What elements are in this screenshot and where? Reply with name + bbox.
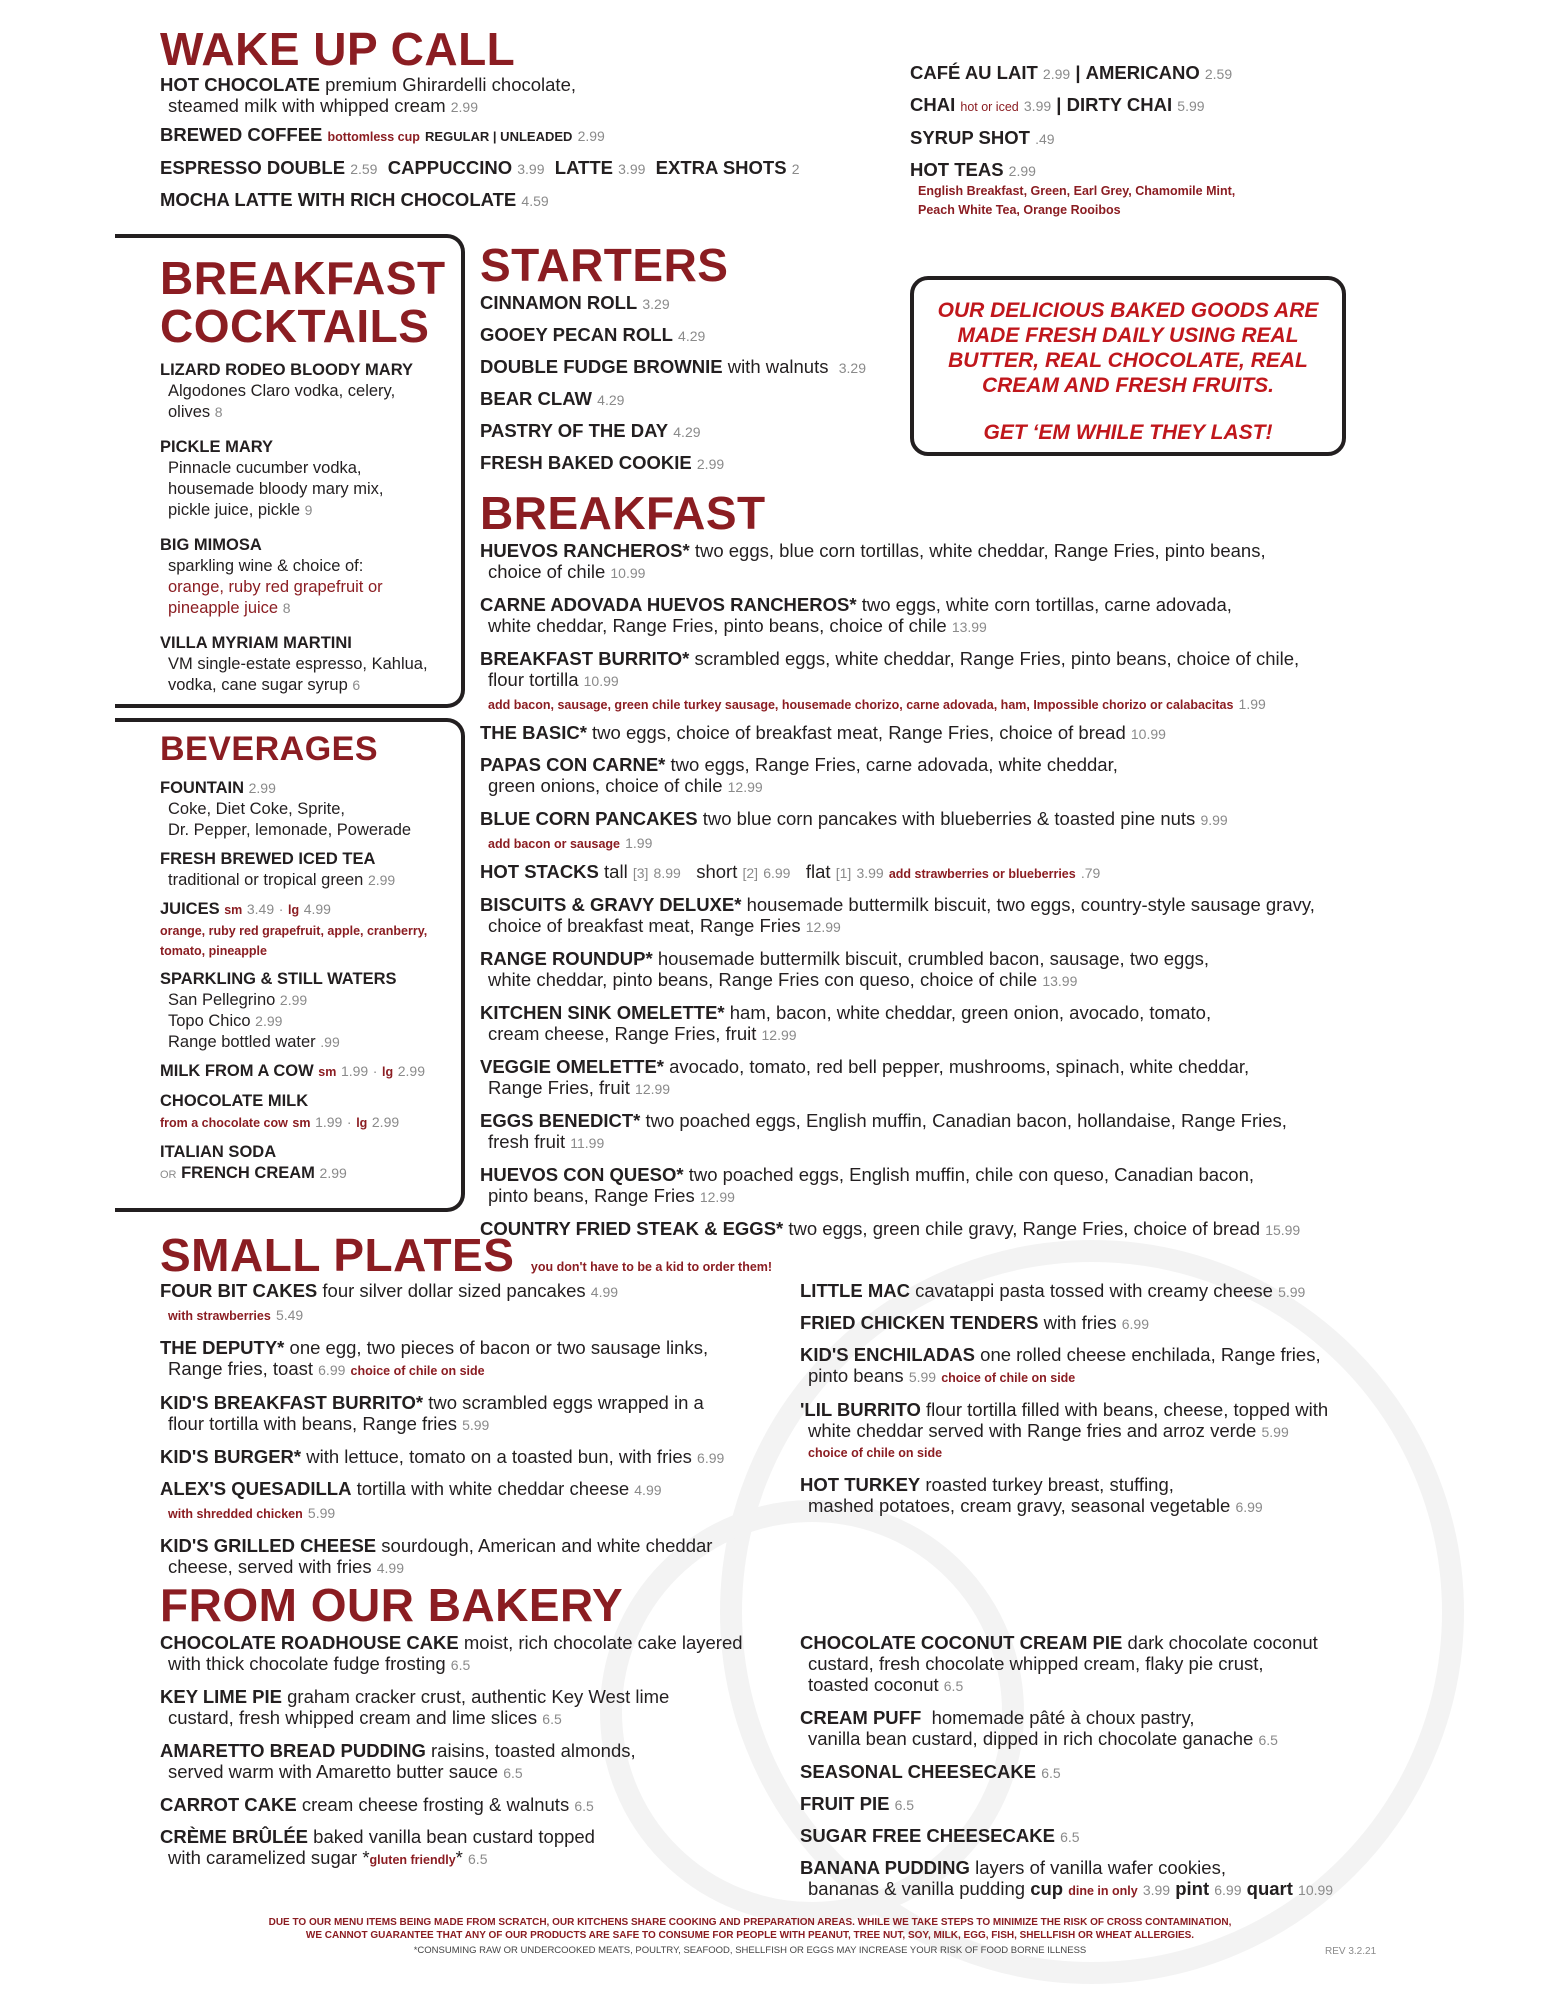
small-plate-item: ALEX'S QUESADILLA tortilla with white cheddar cheese 4.99 with shredded chicken 5.99 xyxy=(160,1478,662,1521)
bakery-item: SEASONAL CHEESECAKE 6.5 xyxy=(800,1761,1061,1782)
chai-row: CHAI hot or iced 3.99 | DIRTY CHAI 5.99 xyxy=(910,94,1205,115)
starters-list xyxy=(480,292,900,484)
bakery-item: CHOCOLATE ROADHOUSE CAKE moist, rich chocolate cake layered with thick chocolate fudge frosting 6.5 xyxy=(160,1632,743,1674)
starter-item: FRESH BAKED COOKIE 2.99 xyxy=(480,452,725,473)
small-plates-heading: SMALL PLATES xyxy=(160,1229,515,1281)
waters-item: SPARKLING & STILL WATERS San Pellegrino 2.99 Topo Chico 2.99 Range bottled water .99 xyxy=(160,970,397,1051)
baked-goods-note: OUR DELICIOUS BAKED GOODS ARE MADE FRESH DAILY USING REAL BUTTER, REAL CHOCOLATE, REAL CREAM AND FRESH FRUITS. GET ‘EM WHILE THEY LAST! xyxy=(910,276,1346,456)
breakfast-item: BLUE CORN PANCAKES two blue corn pancakes with blueberries & toasted pine nuts 9.99 add bacon or sausage 1.99 xyxy=(480,808,1228,851)
bakery-left xyxy=(160,1632,780,1880)
wake-up-call-left xyxy=(160,74,880,221)
cocktail-item: VILLA MYRIAM MARTINI VM single-estate espresso, Kahlua, vodka, cane sugar syrup 6 xyxy=(160,634,428,694)
small-plates-right xyxy=(800,1280,1400,1527)
breakfast-item: BREAKFAST BURRITO* scrambled eggs, white cheddar, Range Fries, pinto beans, choice of chile, flour tortilla 10.99 add bacon, sausage, green chile turkey sausage, housemade chorizo, carne adovada, ham, Impossible chorizo or calabacitas 1.99 xyxy=(480,648,1300,712)
breakfast-item: COUNTRY FRIED STEAK & EGGS* two eggs, green chile gravy, Range Fries, choice of bread 15.99 xyxy=(480,1218,1301,1239)
iced-tea-item: FRESH BREWED ICED TEA traditional or tropical green 2.99 xyxy=(160,850,396,889)
bakery-right xyxy=(800,1632,1400,1911)
small-plate-item: LITTLE MAC cavatappi pasta tossed with creamy cheese 5.99 xyxy=(800,1280,1306,1301)
bakery-item: AMARETTO BREAD PUDDING raisins, toasted almonds, served warm with Amaretto butter sauce 6.5 xyxy=(160,1740,636,1782)
cafe-au-lait-row: CAFÉ AU LAIT 2.99 | AMERICANO 2.59 xyxy=(910,62,1233,83)
cocktail-item: PICKLE MARY Pinnacle cucumber vodka, housemade bloody mary mix, pickle juice, pickle 9 xyxy=(160,438,384,519)
breakfast-item: KITCHEN SINK OMELETTE* ham, bacon, white cheddar, green onion, avocado, tomato, cream cheese, Range Fries, fruit 12.99 xyxy=(480,1002,1212,1044)
starter-item: BEAR CLAW 4.29 xyxy=(480,388,625,409)
bakery-item: CREAM PUFF homemade pâté à choux pastry, vanilla bean custard, dipped in rich chocolate ganache 6.5 xyxy=(800,1707,1278,1749)
small-plate-item: 'LIL BURRITO flour tortilla filled with beans, cheese, topped with white cheddar served with Range fries and arroz verde 5.99 choice of chile on side xyxy=(800,1399,1329,1460)
wake-up-call-heading: WAKE UP CALL xyxy=(160,23,516,75)
small-plate-item: KID'S ENCHILADAS one rolled cheese enchilada, Range fries, pinto beans 5.99 choice of chile on side xyxy=(800,1344,1321,1386)
banana-pudding-item: BANANA PUDDING layers of vanilla wafer cookies, bananas & vanilla pudding cup dine in only 3.99 pint 6.99 quart 10.99 xyxy=(800,1857,1334,1899)
small-plate-item: THE DEPUTY* one egg, two pieces of bacon or two sausage links, Range fries, toast 6.99 choice of chile on side xyxy=(160,1337,709,1379)
breakfast-item: PAPAS CON CARNE* two eggs, Range Fries, carne adovada, white cheddar, green onions, choice of chile 12.99 xyxy=(480,754,1118,796)
breakfast-item: RANGE ROUNDUP* housemade buttermilk biscuit, crumbled bacon, sausage, two eggs, white cheddar, pinto beans, Range Fries con queso, choice of chile 13.99 xyxy=(480,948,1210,990)
small-plates-header xyxy=(160,1229,773,1281)
small-plate-item: FOUR BIT CAKES four silver dollar sized pancakes 4.99 with strawberries 5.49 xyxy=(160,1280,619,1323)
small-plate-item: KID'S BREAKFAST BURRITO* two scrambled eggs wrapped in a flour tortilla with beans, Range fries 5.99 xyxy=(160,1392,704,1434)
bakery-item: CARROT CAKE cream cheese frosting & walnuts 6.5 xyxy=(160,1794,594,1815)
small-plate-item: HOT TURKEY roasted turkey breast, stuffing, mashed potatoes, cream gravy, seasonal vegetable 6.99 xyxy=(800,1474,1263,1516)
hot-teas-item: HOT TEAS 2.99 English Breakfast, Green, Earl Grey, Chamomile Mint, Peach White Tea, Orange Rooibos xyxy=(910,159,1236,217)
breakfast-item: BISCUITS & GRAVY DELUXE* housemade buttermilk biscuit, two eggs, country-style sausage gravy, choice of breakfast meat, Range Fries 12.99 xyxy=(480,894,1315,936)
hot-chocolate-item: HOT CHOCOLATE premium Ghirardelli chocolate, steamed milk with whipped cream 2.99 xyxy=(160,74,577,116)
bakery-item: SUGAR FREE CHEESECAKE 6.5 xyxy=(800,1825,1080,1846)
wake-up-call-right xyxy=(910,62,1370,229)
hot-stacks-item: HOT STACKS tall [3] 8.99 short [2] 6.99 flat [1] 3.99 add strawberries or blueberries .79 xyxy=(480,861,1101,882)
breakfast-item: EGGS BENEDICT* two poached eggs, English muffin, Canadian bacon, hollandaise, Range Fries, fresh fruit 11.99 xyxy=(480,1110,1287,1152)
allergy-disclaimer: DUE TO OUR MENU ITEMS BEING MADE FROM SCRATCH, OUR KITCHENS SHARE COOKING AND PREPARATION AREAS. WHILE WE TAKE STEPS TO MINIMIZE THE RISK OF CROSS CONTAMINATION, WE CANNOT GUARANTEE THAT ANY OF OUR PRODUCTS ARE SAFE TO CONSUME FOR PEOPLE WITH PEANUT, TREE NUT, SOY, MILK, EGG, FISH, SHELLFISH OR WHEAT ALLERGIES. *CONSUMING RAW OR UNDERCOOKED MEATS, POULTRY, SEAFOOD, SHELLFISH OR EGGS MAY INCREASE YOUR RISK OF FOOD BORNE ILLNESS xyxy=(268,1917,1232,1956)
cocktails-heading: BREAKFAST COCKTAILS xyxy=(160,252,446,352)
revision-label: REV 3.2.21 xyxy=(1325,1946,1377,1957)
espresso-row: ESPRESSO DOUBLE 2.59 CAPPUCCINO 3.99 LATTE 3.99 EXTRA SHOTS 2 xyxy=(160,157,800,178)
starters-heading: STARTERS xyxy=(480,239,729,291)
beverages-heading: BEVERAGES xyxy=(160,730,378,768)
starter-item: GOOEY PECAN ROLL 4.29 xyxy=(480,324,706,345)
fountain-item: FOUNTAIN 2.99 Coke, Diet Coke, Sprite, Dr. Pepper, lemonade, Powerade xyxy=(160,779,412,839)
cocktail-item: BIG MIMOSA sparkling wine & choice of: orange, ruby red grapefruit or pineapple juice 8 xyxy=(160,536,383,617)
bakery-item: KEY LIME PIE graham cracker crust, authentic Key West lime custard, fresh whipped cream and lime slices 6.5 xyxy=(160,1686,670,1728)
juices-item: JUICES sm 3.49 · lg 4.99 orange, ruby red grapefruit, apple, cranberry, tomato, pineapple xyxy=(160,900,428,958)
italian-soda-item: ITALIAN SODA OR FRENCH CREAM 2.99 xyxy=(160,1143,347,1182)
breakfast-item: HUEVOS RANCHEROS* two eggs, blue corn tortillas, white cheddar, Range Fries, pinto beans, choice of chile 10.99 xyxy=(480,540,1266,582)
breakfast-list xyxy=(480,540,1380,1250)
milk-item: MILK FROM A COW sm 1.99 · lg 2.99 xyxy=(160,1062,425,1080)
syrup-shot-item: SYRUP SHOT .49 xyxy=(910,127,1055,148)
mocha-item: MOCHA LATTE WITH RICH CHOCOLATE 4.59 xyxy=(160,189,549,210)
breakfast-heading: BREAKFAST xyxy=(480,487,766,539)
starter-item: CINNAMON ROLL 3.29 xyxy=(480,292,670,313)
starter-item: PASTRY OF THE DAY 4.29 xyxy=(480,420,701,441)
beverages-list xyxy=(160,778,460,1195)
bakery-item: CHOCOLATE COCONUT CREAM PIE dark chocolate coconut custard, fresh chocolate whipped cream, flaky pie crust, toasted coconut 6.5 xyxy=(800,1632,1318,1695)
breakfast-item: THE BASIC* two eggs, choice of breakfast meat, Range Fries, choice of bread 10.99 xyxy=(480,722,1166,743)
bakery-item: FRUIT PIE 6.5 xyxy=(800,1793,915,1814)
cocktails-list xyxy=(160,360,460,705)
breakfast-item: CARNE ADOVADA HUEVOS RANCHEROS* two eggs, white corn tortillas, carne adovada, white cheddar, Range Fries, pinto beans, choice of chile 13.99 xyxy=(480,594,1232,636)
small-plates-tag: you don't have to be a kid to order them! xyxy=(530,1260,773,1274)
small-plate-item: KID'S BURGER* with lettuce, tomato on a toasted bun, with fries 6.99 xyxy=(160,1446,725,1467)
breakfast-item: VEGGIE OMELETTE* avocado, tomato, red bell pepper, mushrooms, spinach, white cheddar, Range Fries, fruit 12.99 xyxy=(480,1056,1250,1098)
creme-brulee-item: CRÈME BRÛLÉE baked vanilla bean custard topped with caramelized sugar *gluten friendly* 6.5 xyxy=(160,1826,595,1868)
cocktail-item: LIZARD RODEO BLOODY MARY Algodones Claro vodka, celery, olives 8 xyxy=(160,361,414,421)
starter-item: DOUBLE FUDGE BROWNIE with walnuts 3.29 xyxy=(480,356,866,377)
small-plate-item: KID'S GRILLED CHEESE sourdough, American and white cheddar cheese, served with fries 4.99 xyxy=(160,1535,713,1577)
bakery-heading: FROM OUR BAKERY xyxy=(160,1579,624,1631)
small-plate-item: FRIED CHICKEN TENDERS with fries 6.99 xyxy=(800,1312,1149,1333)
brewed-coffee-item: BREWED COFFEE bottomless cup REGULAR | UNLEADED 2.99 xyxy=(160,124,605,145)
chocolate-milk-item: CHOCOLATE MILK from a chocolate cow sm 1.99 · lg 2.99 xyxy=(160,1092,400,1130)
breakfast-item: HUEVOS CON QUESO* two poached eggs, English muffin, chile con queso, Canadian bacon, pinto beans, Range Fries 12.99 xyxy=(480,1164,1255,1206)
small-plates-left xyxy=(160,1280,780,1588)
